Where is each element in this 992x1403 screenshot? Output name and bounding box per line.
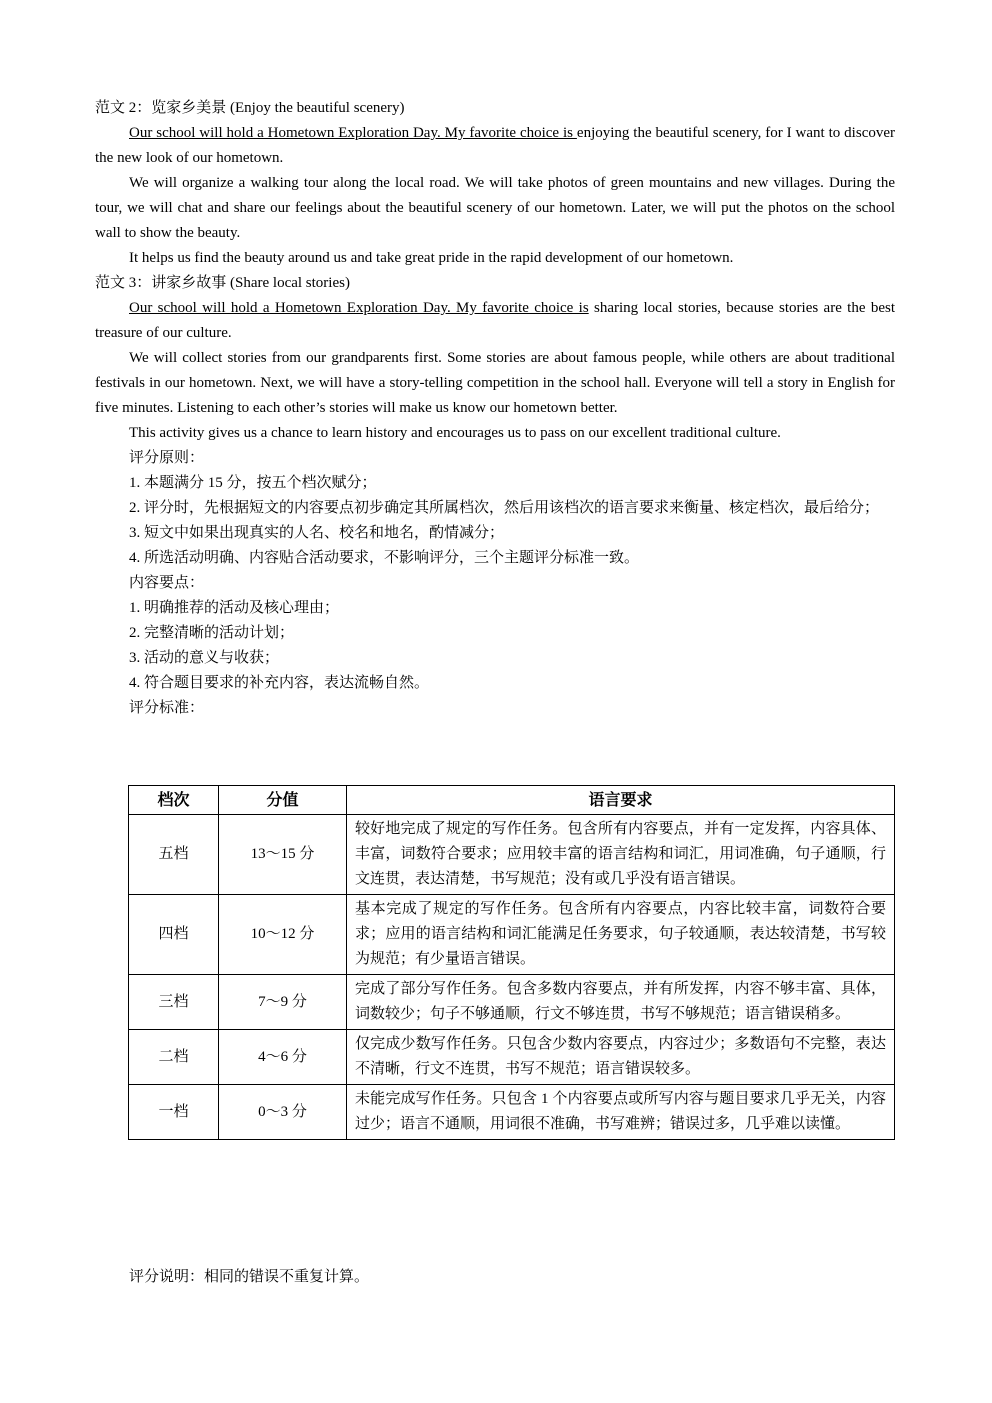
essay3-paragraph-2: We will collect stories from our grandparents first. Some stories are about famous people, while others are about traditional festivals in our hometown. Next, we will have a story-telling competition in the school hall. Everyone will tell a story in English for five minutes. Listening to each other’s stories will make us know our hometown better. [95, 350, 895, 416]
standards-heading: 评分标准： [129, 700, 205, 716]
content-point-item: 3. 活动的意义与收获； [129, 650, 280, 666]
level-cell: 一档 [129, 1085, 219, 1140]
essay2-opening-rest: enjoying the beautiful scenery, for I want to discover the new look of our hometown. [95, 125, 896, 166]
principle-item: 4. 所选活动明确、内容贴合活动要求，不影响评分，三个主题评分标准一致。 [129, 550, 640, 566]
table-row [129, 1030, 895, 1085]
content-point-item: 4. 符合题目要求的补充内容，表达流畅自然。 [129, 675, 430, 691]
content-point-item: 1. 明确推荐的活动及核心理由； [129, 600, 340, 616]
scoring-note: 评分说明：相同的错误不重复计算。 [129, 1269, 370, 1285]
column-header-requirements: 语言要求 [347, 786, 895, 815]
requirement-cell: 仅完成少数写作任务。只包含少数内容要点，内容过少；多数语句不完整，表达不清晰，行文不连贯，书写不规范；语言错误较多。 [347, 1030, 895, 1085]
requirement-cell: 未能完成写作任务。只包含 1 个内容要点或所写内容与题目要求几乎无关，内容过少；语言不通顺，用词很不准确，书写难辨；错误过多，几乎难以读懂。 [347, 1085, 895, 1140]
column-header-level: 档次 [129, 786, 219, 815]
column-header-score: 分值 [219, 786, 347, 815]
table-row [129, 895, 895, 975]
table-row [129, 815, 895, 895]
principle-item: 1. 本题满分 15 分，按五个档次赋分； [129, 475, 377, 491]
level-cell: 三档 [129, 975, 219, 1030]
score-cell: 7～9 分 [219, 975, 347, 1030]
table-row [129, 975, 895, 1030]
essay3-opening-rest: sharing local stories, because stories are the best treasure of our culture. [95, 300, 896, 341]
content-point-item: 2. 完整清晰的活动计划； [129, 625, 295, 641]
level-cell: 五档 [129, 815, 219, 895]
grading-standards-table [128, 785, 895, 1140]
essay2-paragraph-2: We will organize a walking tour along the local road. We will take photos of green mountains and new villages. During the tour, we will chat and share our feelings about the beautiful scenery of our hometown. Later, we will put the photos on the school wall to show the beauty. [95, 175, 895, 241]
essay3-underlined-opening: Our school will hold a Hometown Exploration Day. My favorite choice is [129, 300, 589, 316]
level-cell: 四档 [129, 895, 219, 975]
essay3-paragraph-1 [95, 296, 895, 346]
requirement-cell: 基本完成了规定的写作任务。包含所有内容要点，内容比较丰富，词数符合要求；应用的语言结构和词汇能满足任务要求，句子较通顺，表达较清楚，书写较为规范；有少量语言错误。 [347, 895, 895, 975]
essay2-paragraph-3: It helps us find the beauty around us and take great pride in the rapid development of our hometown. [129, 250, 734, 266]
level-cell: 二档 [129, 1030, 219, 1085]
essay2-underlined-opening: Our school will hold a Hometown Exploration Day. My favorite choice is [129, 125, 577, 141]
requirement-cell: 完成了部分写作任务。包含多数内容要点，并有所发挥，内容不够丰富、具体，词数较少；句子不够通顺，行文不够连贯，书写不够规范；语言错误稍多。 [347, 975, 895, 1030]
content-points-heading: 内容要点： [129, 575, 205, 591]
principles-heading: 评分原则： [129, 450, 205, 466]
table-row [129, 1085, 895, 1140]
essay2-title: 范文 2：览家乡美景 (Enjoy the beautiful scenery) [95, 100, 405, 116]
essay2-paragraph-1 [95, 121, 895, 171]
requirement-cell: 较好地完成了规定的写作任务。包含所有内容要点，并有一定发挥，内容具体、丰富，词数符合要求；应用较丰富的语言结构和词汇，用词准确，句子通顺，行文连贯，表达清楚，书写规范；没有或几乎没有语言错误。 [347, 815, 895, 895]
table-header-row [129, 786, 895, 815]
document-body [95, 96, 895, 721]
essay3-title: 范文 3：讲家乡故事 (Share local stories) [95, 275, 350, 291]
principle-item: 2. 评分时，先根据短文的内容要点初步确定其所属档次，然后用该档次的语言要求来衡量、核定档次，最后给分； [129, 500, 880, 516]
score-cell: 4～6 分 [219, 1030, 347, 1085]
score-cell: 10～12 分 [219, 895, 347, 975]
score-cell: 0～3 分 [219, 1085, 347, 1140]
essay3-paragraph-3: This activity gives us a chance to learn history and encourages us to pass on our excellent traditional culture. [129, 425, 781, 441]
score-cell: 13～15 分 [219, 815, 347, 895]
principle-item: 3. 短文中如果出现真实的人名、校名和地名，酌情减分； [129, 525, 505, 541]
